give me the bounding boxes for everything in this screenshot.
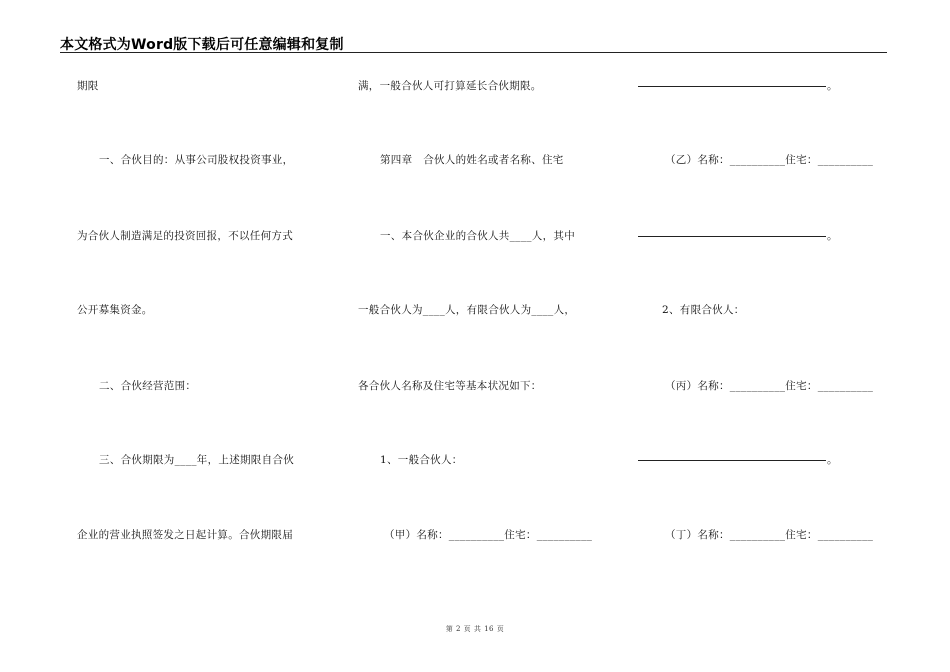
period-mark: 。 [827,454,838,466]
document-header-title: 本文格式为Word版下载后可任意编辑和复制 [60,37,344,53]
page-number-footer: 第 2 页 共 16 页 [445,625,505,633]
blank-fill-line [638,79,838,93]
text-line: 1、一般合伙人： [380,454,463,466]
text-line: 为合伙人制造满足的投资回报，不以任何方式 [77,230,293,242]
text-line: 一、本合伙企业的合伙人共____人，其中 [380,230,575,242]
text-line: 二、合伙经营范围： [99,380,197,392]
text-line: 企业的营业执照签发之日起计算。合伙期限届 [77,529,293,541]
header-divider [60,52,887,53]
blank-fill-line [638,229,838,243]
period-mark: 。 [827,80,838,92]
blank-underline [638,85,826,87]
partner-entry-line: （丁）名称：__________住宅：__________ [665,529,874,541]
blank-underline [638,459,826,461]
period-mark: 。 [827,230,838,242]
text-line: 三、合伙期限为____年，上述期限自合伙 [99,454,294,466]
text-line: 公开募集资金。 [77,304,153,316]
partner-entry-line: （甲）名称：__________住宅：__________ [384,529,593,541]
blank-fill-line [638,453,838,467]
text-line: 一、合伙目的：从事公司股权投资事业， [99,154,294,166]
text-line: 一般合伙人为____人，有限合伙人为____人， [358,304,576,316]
chapter-heading: 第四章 合伙人的姓名或者名称、住宅 [380,154,564,166]
text-line: 满，一般合伙人可打算延长合伙期限。 [358,80,542,92]
text-line: 各合伙人名称及住宅等基本状况如下： [358,380,542,392]
partner-entry-line: （乙）名称：__________住宅：__________ [665,154,874,166]
text-line: 期限 [77,80,99,92]
partner-entry-line: （丙）名称：__________住宅：__________ [665,380,874,392]
text-line: 2、有限合伙人： [662,304,745,316]
blank-underline [638,235,826,237]
